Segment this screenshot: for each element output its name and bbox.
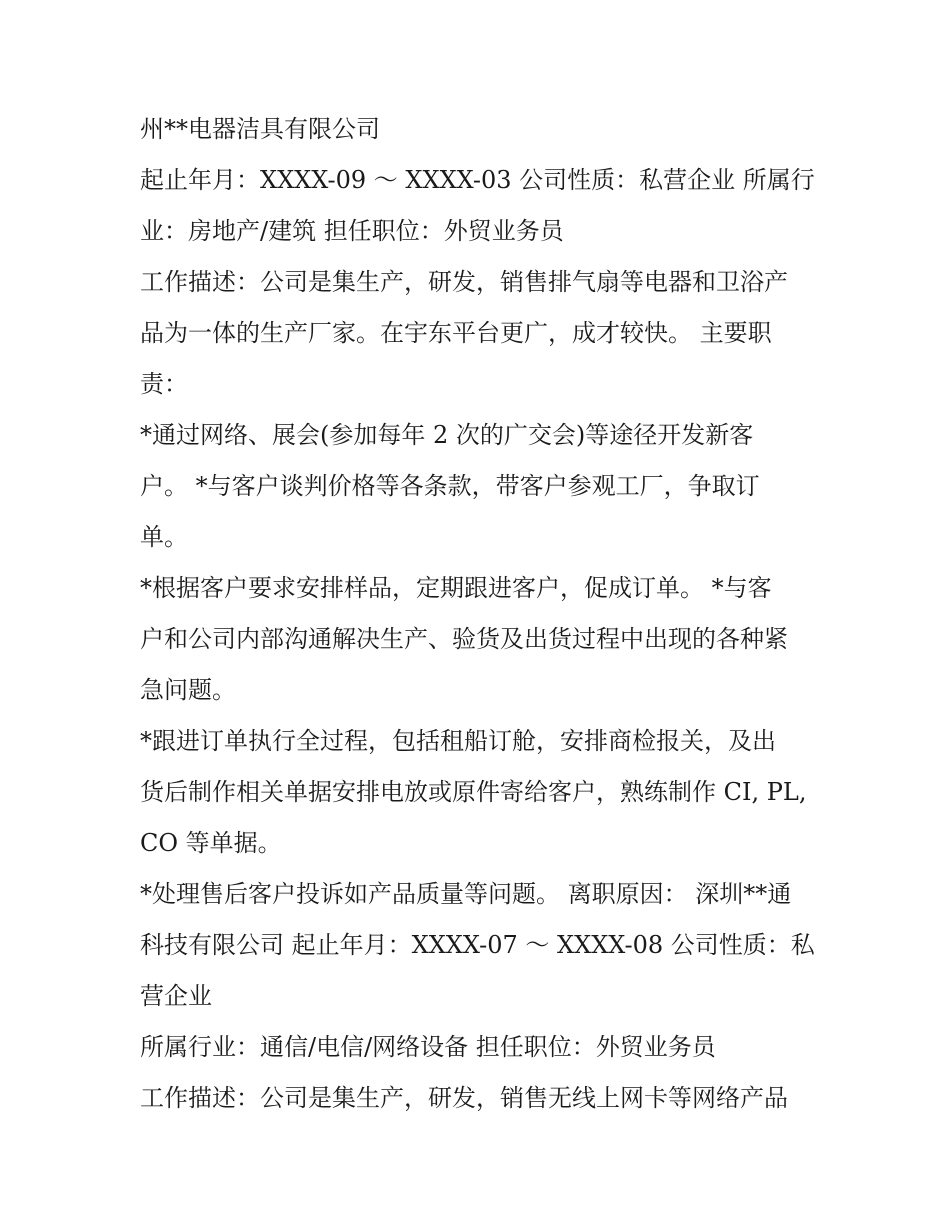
text-line: 营企业 <box>140 982 212 1010</box>
text-line: 业：房地产/建筑 担任职位：外贸业务员 <box>140 217 564 245</box>
text-line: 单。 <box>140 523 188 551</box>
text-line: 所属行业：通信/电信/网络设备 担任职位：外贸业务员 <box>140 1033 716 1061</box>
text-line: 急问题。 <box>140 676 236 704</box>
text-line: 户。 *与客户谈判价格等各条款，带客户参观工厂，争取订 <box>140 472 760 500</box>
text-line: 起止年月：XXXX-09 ～ XXXX-03 公司性质：私营企业 所属行 <box>140 166 815 194</box>
text-line: 州**电器洁具有限公司 <box>140 115 380 143</box>
text-line: *跟进订单执行全过程，包括租船订舱，安排商检报关，及出 <box>140 727 776 755</box>
text-line: 工作描述：公司是集生产，研发，销售无线上网卡等网络产品 <box>140 1084 788 1112</box>
document-body <box>140 104 820 1124</box>
text-line: *处理售后客户投诉如产品质量等问题。 离职原因： 深圳**通 <box>140 880 792 908</box>
text-line: 责： <box>140 370 188 398</box>
text-line: *通过网络、展会(参加每年 2 次的广交会)等途径开发新客 <box>140 421 754 449</box>
text-line: 品为一体的生产厂家。在宇东平台更广，成才较快。 主要职 <box>140 319 772 347</box>
text-line: 科技有限公司 起止年月：XXXX-07 ～ XXXX-08 公司性质：私 <box>140 931 815 959</box>
text-line: 工作描述：公司是集生产，研发，销售排气扇等电器和卫浴产 <box>140 268 788 296</box>
text-line: 户和公司内部沟通解决生产、验货及出货过程中出现的各种紧 <box>140 625 788 653</box>
text-line: CO 等单据。 <box>140 829 282 857</box>
text-line: 货后制作相关单据安排电放或原件寄给客户，熟练制作 CI, PL, <box>140 778 807 806</box>
text-line: *根据客户要求安排样品，定期跟进客户，促成订单。 *与客 <box>140 574 772 602</box>
